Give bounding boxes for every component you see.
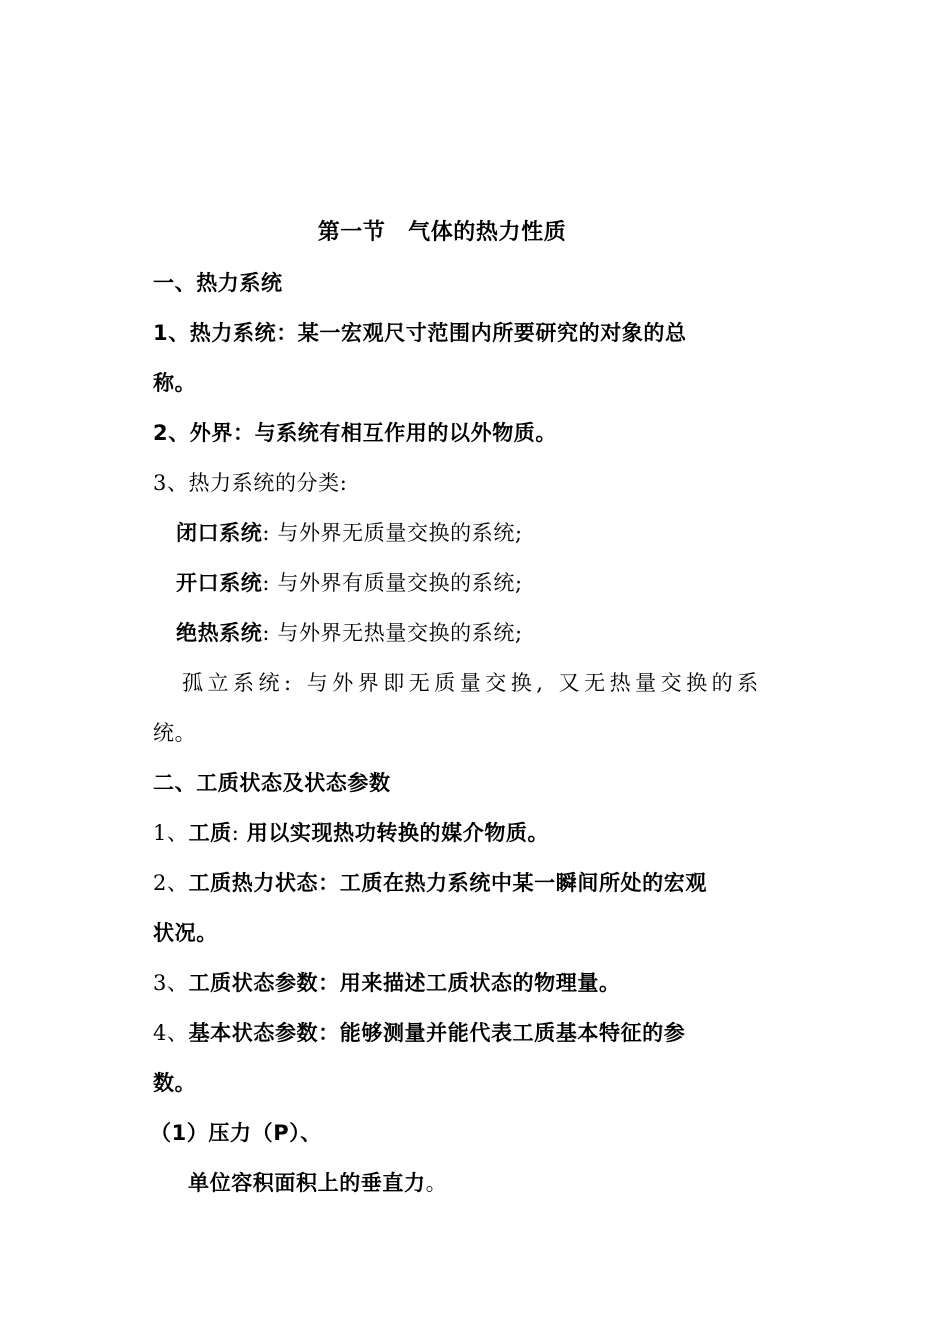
pressure-definition-line xyxy=(188,1168,447,1198)
item-basic-parameters-line2: 数。 xyxy=(153,1071,197,1095)
page-title: 第一节 气体的热力性质 xyxy=(317,220,567,245)
item-thermal-system-line1: 1、热力系统：某一宏观尺寸范围内所要研究的对象的总 xyxy=(153,321,687,345)
item-basic-parameters-line1 xyxy=(153,1018,685,1048)
period: 。 xyxy=(425,1171,448,1195)
thermal-state-text: 工质热力状态：工质在热力系统中某一瞬间所处的宏观 xyxy=(188,871,707,895)
item-number: 4、 xyxy=(153,1021,189,1045)
section-heading-working-medium: 二、工质状态及状态参数 xyxy=(153,771,391,795)
item-working-medium xyxy=(153,818,549,848)
item-number: 3、 xyxy=(153,971,189,995)
closed-system-line xyxy=(176,518,523,548)
adiabatic-system-line xyxy=(176,618,523,648)
item-thermal-state-line1 xyxy=(153,868,707,898)
item-surroundings: 2、外界：与系统有相互作用的以外物质。 xyxy=(153,421,558,445)
closed-system-definition: : 与外界无质量交换的系统; xyxy=(262,521,523,545)
item-state-parameters xyxy=(153,968,621,998)
open-system-term: 开口系统 xyxy=(176,571,263,595)
isolated-system-line1: 孤立系统: 与外界即无质量交换, 又无热量交换的系 xyxy=(182,671,763,695)
working-medium-term: 工质 xyxy=(188,821,232,845)
section-heading-thermal-system: 一、热力系统 xyxy=(153,271,283,295)
closed-system-term: 闭口系统 xyxy=(176,521,263,545)
isolated-system-line2: 统。 xyxy=(153,721,197,745)
colon: : xyxy=(231,821,247,845)
item-classification: 3、热力系统的分类: xyxy=(153,471,348,495)
open-system-definition: : 与外界有质量交换的系统; xyxy=(262,571,523,595)
state-parameters-text: 工质状态参数：用来描述工质状态的物理量。 xyxy=(188,971,621,995)
sub-item-pressure: （1）压力（P）、 xyxy=(150,1121,322,1145)
adiabatic-system-definition: : 与外界无热量交换的系统; xyxy=(262,621,523,645)
basic-parameters-text: 基本状态参数：能够测量并能代表工质基本特征的参 xyxy=(188,1021,686,1045)
item-number: 1、 xyxy=(153,821,189,845)
item-thermal-system-line2: 称。 xyxy=(153,371,197,395)
item-thermal-state-line2: 状况。 xyxy=(153,921,218,945)
item-number: 2、 xyxy=(153,871,189,895)
adiabatic-system-term: 绝热系统 xyxy=(176,621,263,645)
open-system-line xyxy=(176,568,523,598)
pressure-definition: 单位容积面积上的垂直力 xyxy=(188,1171,426,1195)
working-medium-definition: 用以实现热功转换的媒介物质。 xyxy=(246,821,550,845)
